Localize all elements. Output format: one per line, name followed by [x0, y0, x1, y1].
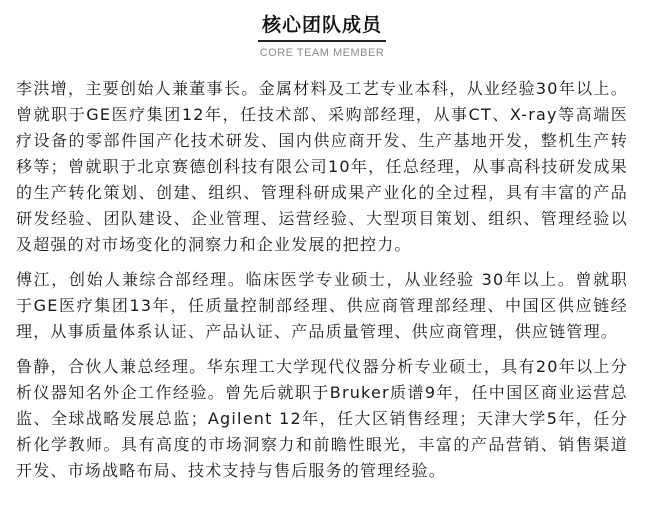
section-subtitle: CORE TEAM MEMBER [259, 47, 385, 59]
team-member-list [16, 76, 628, 484]
member-bio-li-hongzeng: 李洪增，主要创始人兼董事长。金属材料及工艺专业本科，从业经验30年以上。曾就职于GE医疗集团12年，任技术部、采购部经理，从事CT、X-ray等高端医疗设备的零部件国产化技术研发、国内供应商开发、生产基地开发，整机生产转移等；曾就职于北京赛德创科技有限公司10年，任总经理，从事高科技研发成果的生产转化策划、创建、组织、管理科研成果产业化的全过程，具有丰富的产品研发经验、团队建设、企业管理、运营经验、大型项目策划、组织、管理经验以及超强的对市场变化的洞察力和企业发展的把控力。 [16, 79, 628, 254]
section-header [16, 0, 628, 59]
section-title: 核心团队成员 [258, 14, 386, 42]
member-bio-lu-jing: 鲁静，合伙人兼总经理。华东理工大学现代仪器分析专业硕士，具有20年以上分析仪器知名外企工作经验。曾先后就职于Bruker质谱9年，任中国区商业运营总监、全球战略发展总监；Agilent 12年，任大区销售经理；天津大学5年，任分析化学教师。具有高度的市场洞察力和前瞻性眼光，丰富的产品营销、销售渠道开发、市场战略布局、技术支持与售后服务的管理经验。 [16, 357, 628, 480]
member-bio-fu-jiang: 傅江，创始人兼综合部经理。临床医学专业硕士，从业经验 30年以上。曾就职于GE医疗集团13年，任质量控制部经理、供应商管理部经理、中国区供应链经理，从事质量体系认证、产品认证、产品质量管理、供应商管理，供应链管理。 [16, 270, 628, 341]
